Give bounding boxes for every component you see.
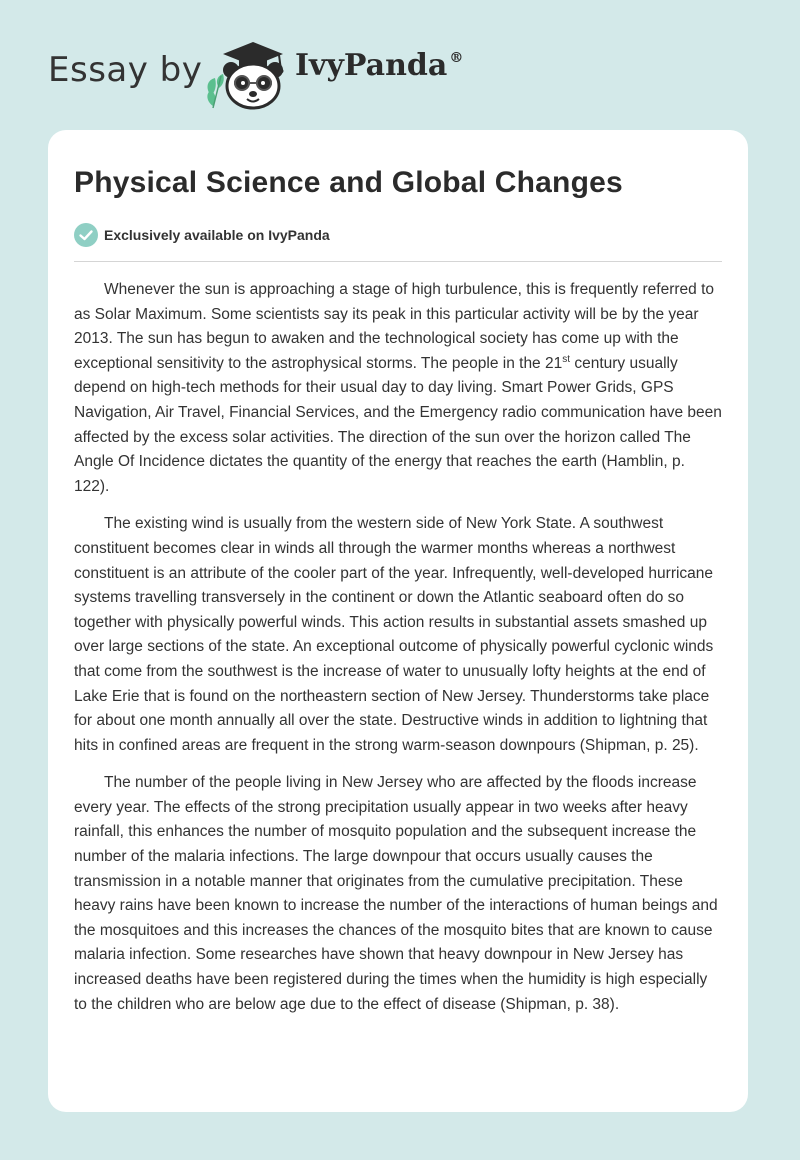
essay-card bbox=[48, 130, 748, 1112]
trademark-symbol: ® bbox=[449, 50, 464, 66]
ordinal-suffix: st bbox=[562, 353, 571, 365]
title-divider bbox=[74, 261, 722, 262]
paragraph-2: The existing wind is usually from the western side of New York State. A southwest constituent becomes clear in winds all through the warmer months whereas a northwest constituent is an attribute of the cooler part of the year. Infrequently, well-developed hurricane systems travelling transversely in the continent or down the Atlantic seaboard often do so together with physically powerful winds. This action results in substantial assets smashed up over large sections of the state. An exceptional outcome of physically powerful cyclonic winds that come from the southwest is the increase of water to unusually lofty heights at the end of Lake Erie that is found on the northeastern section of New Jersey. Thunderstorms take place for about one month annually all over the state. Destructive winds in addition to lightning that hits in confined areas are frequent in the strong warm-season downpours (Shipman, p. 25). bbox=[74, 515, 714, 754]
paragraph-1 bbox=[74, 278, 724, 499]
article-body bbox=[74, 278, 724, 1030]
paragraph-3: The number of the people living in New Jersey who are affected by the floods increase every year. The effects of the strong precipitation usually appear in two weeks after heavy rainfall, this enhances the number of mosquito population and the subsequent increase the number of the malaria infections. The large downpour that occurs usually causes the transmission in a notable manner that originates from the cumulative precipitation. These heavy rains have been known to increase the number of the interactions of human beings and the mosquitoes and this increases the chances of the mosquito bites that are known to cause malaria infection. Some researches have shown that heavy downpour in New Jersey has increased deaths have been registered during the times when the humidity is high especially to the children who are below age due to the effect of disease (Shipman, p. 38). bbox=[74, 774, 718, 1013]
exclusive-label: Exclusively available on IvyPanda bbox=[104, 227, 330, 243]
brand-name[interactable] bbox=[295, 48, 463, 83]
brand-text[interactable]: IvyPanda bbox=[295, 48, 448, 83]
paragraph-1-part-b: century usually depend on high-tech methods for their usual day to day living. Smart Power Grids, GPS Navigation, Air Travel, Financial Services, and the Emergency radio communication have been affected by the excess solar activities. The direction of the sun over the horizon called The Angle Of Incidence dictates the quantity of the energy that reaches the earth (Hamblin, p. 122). bbox=[74, 354, 722, 495]
check-circle-icon bbox=[74, 223, 98, 247]
page-title: Physical Science and Global Changes bbox=[74, 166, 623, 199]
panda-logo-icon[interactable] bbox=[201, 36, 291, 112]
site-header bbox=[48, 32, 748, 112]
exclusive-badge bbox=[74, 222, 330, 248]
paragraph-1-part-a: Whenever the sun is approaching a stage of high turbulence, this is frequently referred to as Solar Maximum. Some scientists say its peak in this particular activity will be by the year 2013. The sun has begun to awaken and the technological society has come up with the exceptional sensitivity to the astrophysical storms. The people in the 21 bbox=[74, 281, 715, 372]
essay-by-label: Essay by bbox=[48, 50, 203, 90]
